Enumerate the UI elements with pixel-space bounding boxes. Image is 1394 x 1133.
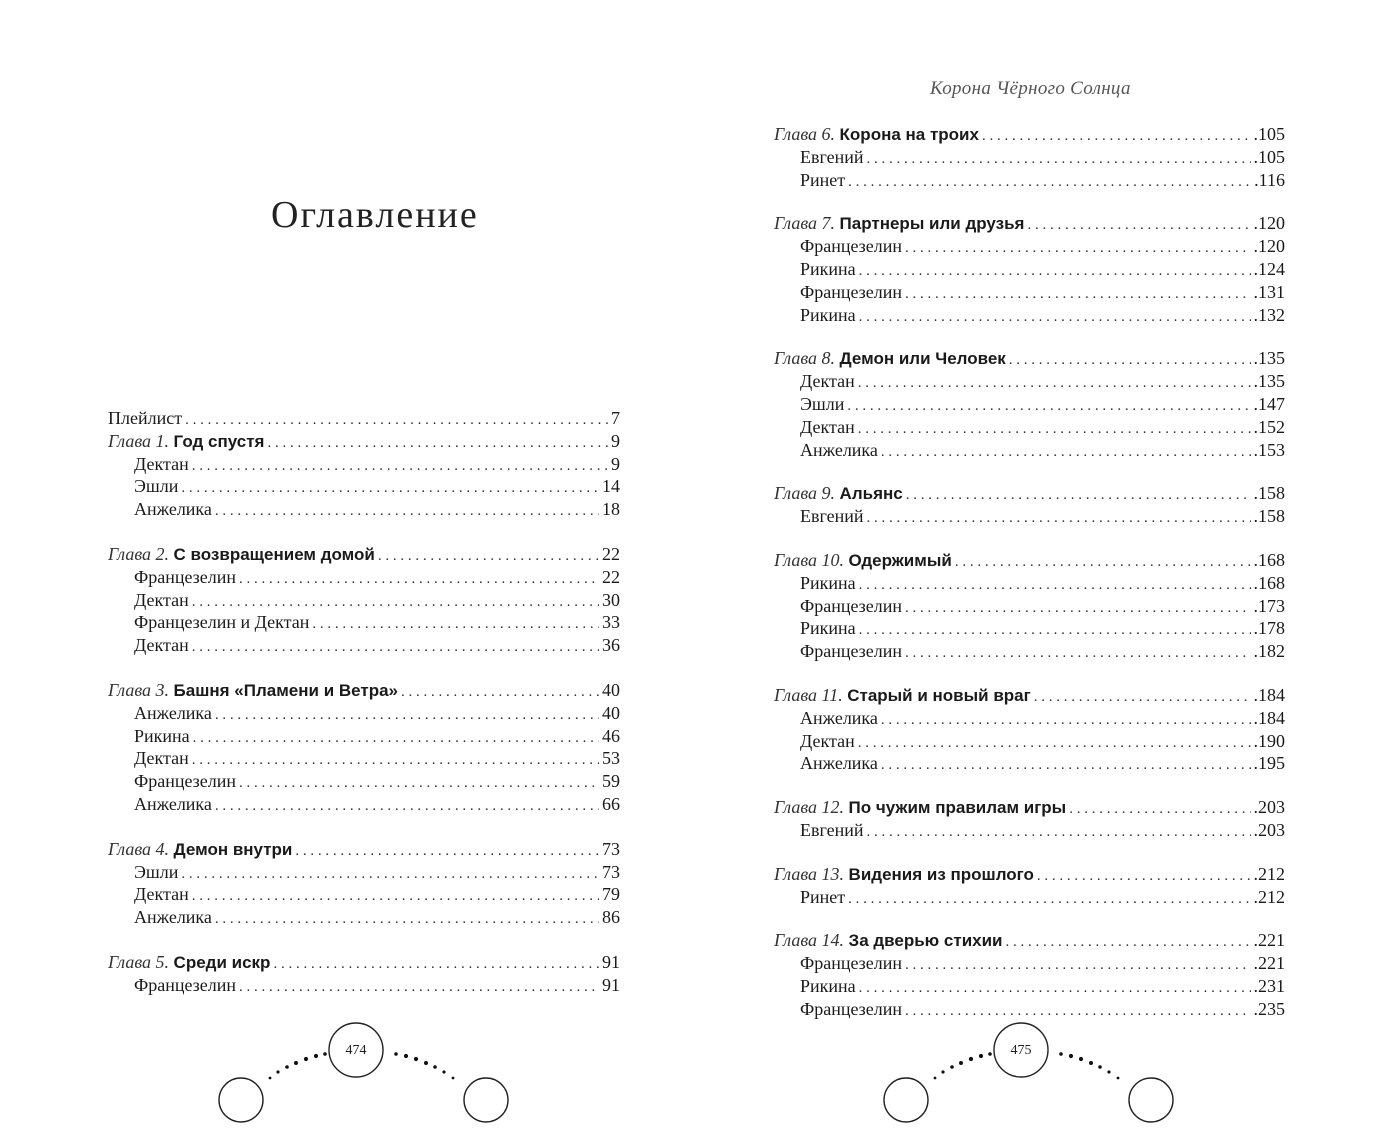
toc-entry-row [108, 702, 620, 725]
toc-entry-row [774, 146, 1285, 169]
entry-name: Плейлист [108, 408, 183, 428]
ornament-circle-right [1129, 1078, 1173, 1122]
page-ref: .190 [1253, 730, 1285, 751]
page-ref: 91 [602, 974, 620, 995]
chapter-label: Глава 8. [774, 348, 836, 369]
dot-leader [881, 709, 1251, 730]
toc-entry-row [774, 640, 1285, 663]
toc-chapter-row [774, 863, 1285, 886]
dot-leader [239, 772, 599, 793]
dot-leader [982, 125, 1251, 146]
toc-chapter-row [774, 929, 1285, 952]
page-number-left: 474 [345, 1043, 367, 1058]
dot-leader [295, 840, 599, 861]
toc-chapter-row [108, 679, 620, 702]
toc-entry-row [108, 725, 620, 748]
entry-name: Дектан [134, 635, 189, 656]
chapter-title: За дверью стихии [848, 931, 1003, 951]
page-ref: .178 [1253, 618, 1285, 639]
toc-spacer [774, 663, 1285, 684]
toc-chapter-row [774, 684, 1285, 707]
dot-leader [867, 507, 1251, 528]
toc-entry-row [108, 475, 620, 498]
toc-entry-row [774, 169, 1285, 192]
chapter-heading [108, 430, 264, 453]
toc-entry-row [774, 370, 1285, 393]
toc-right-column [774, 123, 1285, 1021]
page-ref: .120 [1253, 213, 1285, 234]
chapter-heading [108, 679, 398, 702]
toc-spacer [774, 908, 1285, 929]
chapter-title: Партнеры или друзья [839, 214, 1025, 234]
chapter-title: Корона на троих [839, 125, 979, 144]
page-ref: .135 [1253, 371, 1285, 392]
page-ref: 86 [602, 907, 620, 928]
entry-name: Дектан [800, 730, 855, 751]
toc-chapter-row [108, 838, 620, 861]
dot-leader [185, 409, 608, 430]
ornament-circle-left [219, 1078, 263, 1122]
page-ref: .152 [1253, 416, 1285, 437]
toc-entry-row [774, 819, 1285, 842]
dot-leader [192, 885, 599, 906]
entry-name: Дектан [800, 371, 855, 392]
toc-entry-row [108, 793, 620, 816]
page-number-right: 475 [1010, 1043, 1032, 1058]
chapter-label: Глава 3. [108, 679, 170, 700]
toc-entry-row [108, 634, 620, 657]
page-ref: .235 [1253, 998, 1285, 1019]
dot-leader [181, 863, 599, 884]
dot-leader [1037, 865, 1251, 886]
chapter-heading [774, 549, 952, 572]
chapter-heading [108, 543, 375, 566]
dot-leader [881, 754, 1251, 775]
toc-chapter-row [774, 796, 1285, 819]
toc-spacer [108, 816, 620, 838]
entry-name: Францезелин [134, 771, 237, 792]
entry-name: Анжелика [800, 439, 878, 460]
chapter-title: С возвращением домой [173, 544, 375, 564]
page-ref: 46 [602, 725, 620, 746]
dot-leader [273, 953, 599, 974]
dot-leader [192, 455, 608, 476]
toc-entry-row [108, 589, 620, 612]
entry-name: Францезелин [800, 595, 903, 616]
entry-name: Францезелин [134, 566, 237, 587]
dot-leader [859, 619, 1251, 640]
entry-name: Дектан [134, 748, 189, 769]
toc-spacer [108, 657, 620, 679]
toc-entry-row [108, 453, 620, 476]
entry-name: Францезелин [800, 281, 903, 302]
page-ref: .105 [1253, 124, 1285, 144]
dot-leader [215, 500, 599, 521]
entry-name: Евгений [800, 506, 864, 527]
dot-leader [192, 591, 599, 612]
running-header: Корона Чёрного Солнца [930, 78, 1131, 99]
toc-entry-row [108, 861, 620, 884]
toc-chapter-row [108, 543, 620, 566]
toc-entry-row [774, 752, 1285, 775]
toc-entry-row [774, 952, 1285, 975]
dot-leader [215, 795, 599, 816]
toc-entry-row [774, 595, 1285, 618]
chapter-label: Глава 6. [774, 124, 836, 144]
dot-leader [1009, 349, 1251, 370]
page-ref: 33 [602, 612, 620, 633]
toc-entry-row [108, 770, 620, 793]
entry-name: Рикина [800, 618, 856, 639]
toc-entry-row [774, 975, 1285, 998]
chapter-label: Глава 9. [774, 483, 836, 504]
toc-spacer [774, 842, 1285, 863]
page-ref: .203 [1253, 797, 1285, 818]
toc-entry-row [774, 505, 1285, 528]
dot-leader [859, 306, 1251, 327]
chapter-label: Глава 2. [108, 543, 170, 564]
dot-leader [906, 484, 1251, 505]
dot-leader [193, 727, 599, 748]
chapter-heading [774, 863, 1034, 886]
page-ref: 18 [602, 499, 620, 520]
toc-chapter-row [774, 549, 1285, 572]
chapter-label: Глава 5. [108, 951, 170, 972]
dot-leader [1034, 686, 1251, 707]
dot-leader [1027, 214, 1250, 235]
chapter-heading [774, 684, 1031, 707]
chapter-title: Одержимый [848, 550, 952, 570]
page-ref: 53 [602, 748, 620, 769]
entry-name: Францезелин [800, 236, 903, 257]
page-ref: 79 [602, 884, 620, 905]
toc-left-column [108, 407, 620, 997]
dot-leader [867, 148, 1251, 169]
toc-spacer [108, 521, 620, 543]
entry-name: Дектан [134, 453, 189, 474]
entry-name: Ринет [800, 886, 846, 907]
dot-leader [192, 636, 599, 657]
page-ref: .135 [1253, 348, 1285, 369]
toc-entry-row [774, 416, 1285, 439]
page-ref: .184 [1253, 684, 1285, 705]
entry-name: Францезелин [134, 974, 237, 995]
toc-heading: Оглавление [271, 194, 479, 236]
page-ref: 36 [602, 635, 620, 656]
toc-chapter-row [774, 123, 1285, 146]
entry-name: Францезелин [800, 998, 903, 1019]
chapter-label: Глава 13. [774, 863, 845, 884]
toc-entry-row [774, 304, 1285, 327]
entry-name: Францезелин [800, 953, 903, 974]
chapter-heading [774, 123, 979, 146]
entry-name: Анжелика [800, 753, 878, 774]
toc-spacer [108, 929, 620, 951]
toc-entry-row [774, 707, 1285, 730]
chapter-title: Альянс [839, 484, 903, 504]
page-ref: .124 [1253, 258, 1285, 279]
page-ref: 73 [602, 838, 620, 859]
page-ref: .182 [1253, 641, 1285, 662]
entry-name: Рикина [134, 725, 190, 746]
dot-leader [847, 395, 1250, 416]
toc-spacer [774, 775, 1285, 796]
toc-spacer [774, 191, 1285, 212]
dot-leader [378, 545, 599, 566]
page-ref: 9 [611, 430, 620, 451]
chapter-title: Среди искр [173, 952, 271, 972]
page-ref: .168 [1253, 572, 1285, 593]
chapter-title: По чужим правилам игры [848, 798, 1067, 818]
dot-leader [239, 976, 599, 997]
toc-spacer [774, 326, 1285, 347]
page-ref: 40 [602, 679, 620, 700]
page-ref: .116 [1254, 169, 1285, 190]
chapter-heading [774, 929, 1003, 952]
toc-chapter-row [774, 347, 1285, 370]
page-number-ornament-left [210, 1018, 530, 1128]
page-ref: .120 [1253, 236, 1285, 257]
toc-entry-row [108, 498, 620, 521]
toc-entry-row [108, 906, 620, 929]
page-ref: .147 [1253, 393, 1285, 414]
entry-name: Анжелика [134, 702, 212, 723]
dot-leader [858, 372, 1251, 393]
chapter-title: Башня «Пламени и Ветра» [173, 680, 398, 700]
dot-leader [955, 551, 1251, 572]
page-ref: .158 [1253, 506, 1285, 527]
dot-leader [848, 171, 1251, 192]
chapter-label: Глава 7. [774, 213, 836, 234]
dot-leader [867, 821, 1251, 842]
entry-name: Ринет [800, 169, 846, 190]
chapter-heading [774, 212, 1024, 235]
page-ref: .212 [1253, 863, 1285, 884]
dot-leader [905, 954, 1250, 975]
page-ref: .221 [1253, 930, 1285, 951]
page-ref: 66 [602, 793, 620, 814]
dot-leader [401, 681, 599, 702]
entry-name: Евгений [800, 819, 864, 840]
toc-entry-row [774, 281, 1285, 304]
chapter-heading [774, 347, 1006, 370]
dot-leader [215, 704, 599, 725]
dot-leader [1069, 798, 1250, 819]
dot-leader [859, 574, 1251, 595]
page-ref: .212 [1253, 886, 1285, 907]
page-ref: .105 [1253, 146, 1285, 167]
page-ref: .221 [1253, 953, 1285, 974]
dot-leader [1006, 931, 1251, 952]
page-ref: 73 [602, 861, 620, 882]
page-ref: .158 [1253, 483, 1285, 504]
chapter-title: Видения из прошлого [848, 864, 1034, 884]
toc-entry-row [108, 747, 620, 770]
toc-entry-row [774, 439, 1285, 462]
entry-name: Рикина [800, 304, 856, 325]
page-ref: 9 [611, 453, 620, 474]
dot-leader [312, 613, 599, 634]
page-ref: .203 [1253, 819, 1285, 840]
toc-entry-row [108, 883, 620, 906]
page-ref: 30 [602, 589, 620, 610]
page-ref: .131 [1253, 281, 1285, 302]
page-ref: .173 [1253, 595, 1285, 616]
dot-leader [905, 597, 1250, 618]
toc-entry-row [774, 617, 1285, 640]
chapter-label: Глава 4. [108, 838, 170, 859]
toc-entry-row [774, 886, 1285, 909]
chapter-title: Демон внутри [173, 839, 293, 859]
toc-entry-row [774, 572, 1285, 595]
entry-name: Анжелика [800, 707, 878, 728]
toc-entry-row [774, 393, 1285, 416]
entry-name: Рикина [800, 975, 856, 996]
chapter-label: Глава 11. [774, 684, 843, 705]
toc-spacer [774, 528, 1285, 549]
chapter-label: Глава 12. [774, 797, 845, 818]
chapter-heading [774, 796, 1066, 819]
dot-leader [267, 432, 608, 453]
toc-chapter-row [774, 212, 1285, 235]
toc-entry-row [774, 730, 1285, 753]
page-ref: .195 [1253, 753, 1285, 774]
entry-name: Евгений [800, 146, 864, 167]
entry-name: Эшли [134, 476, 179, 497]
chapter-label: Глава 1. [108, 430, 170, 451]
dot-leader [858, 732, 1251, 753]
dot-leader [239, 568, 599, 589]
dot-leader [905, 237, 1250, 258]
dot-leader [859, 260, 1251, 281]
page-ref: .231 [1253, 975, 1285, 996]
chapter-title: Старый и новый враг [847, 685, 1031, 705]
dot-leader [905, 642, 1250, 663]
toc-entry-row [774, 258, 1285, 281]
dot-leader [215, 908, 599, 929]
dot-leader [192, 749, 599, 770]
page-ref: 91 [602, 951, 620, 972]
toc-entry-row [108, 566, 620, 589]
page-ref: 14 [602, 476, 620, 497]
dot-leader [181, 477, 599, 498]
page-ref: 7 [611, 408, 620, 428]
chapter-heading [108, 951, 270, 974]
toc-entry-row [108, 974, 620, 997]
page-ref: 22 [602, 543, 620, 564]
page-ref: 59 [602, 771, 620, 792]
toc-chapter-row [108, 430, 620, 453]
dot-leader [881, 441, 1251, 462]
entry-name: Эшли [800, 393, 845, 414]
dot-leader [858, 418, 1251, 439]
toc-entry-row [774, 235, 1285, 258]
entry-name: Анжелика [134, 499, 212, 520]
page-ref: 22 [602, 566, 620, 587]
chapter-title: Демон или Человек [839, 349, 1006, 369]
page-ref: .153 [1253, 439, 1285, 460]
toc-entry-row [108, 407, 620, 430]
page-number-ornament-right [875, 1018, 1195, 1128]
chapter-heading [774, 482, 903, 505]
toc-chapter-row [774, 482, 1285, 505]
toc-chapter-row [108, 951, 620, 974]
page-ref: .168 [1253, 549, 1285, 570]
entry-name: Дектан [134, 884, 189, 905]
dot-leader [859, 977, 1251, 998]
dot-leader [905, 283, 1250, 304]
page-ref: 40 [602, 702, 620, 723]
chapter-label: Глава 14. [774, 930, 845, 951]
ornament-circle-left [884, 1078, 928, 1122]
entry-name: Дектан [134, 589, 189, 610]
page-ref: .184 [1253, 707, 1285, 728]
ornament-circle-right [464, 1078, 508, 1122]
entry-name: Францезелин и Дектан [134, 612, 310, 633]
chapter-label: Глава 10. [774, 549, 845, 570]
entry-name: Дектан [800, 416, 855, 437]
toc-spacer [774, 461, 1285, 482]
entry-name: Эшли [134, 861, 179, 882]
toc-entry-row [108, 611, 620, 634]
dot-leader [848, 888, 1250, 909]
chapter-title: Год спустя [173, 431, 265, 451]
entry-name: Францезелин [800, 641, 903, 662]
entry-name: Анжелика [134, 793, 212, 814]
entry-name: Анжелика [134, 907, 212, 928]
chapter-heading [108, 838, 292, 861]
entry-name: Рикина [800, 258, 856, 279]
entry-name: Рикина [800, 572, 856, 593]
page-ref: .132 [1253, 304, 1285, 325]
